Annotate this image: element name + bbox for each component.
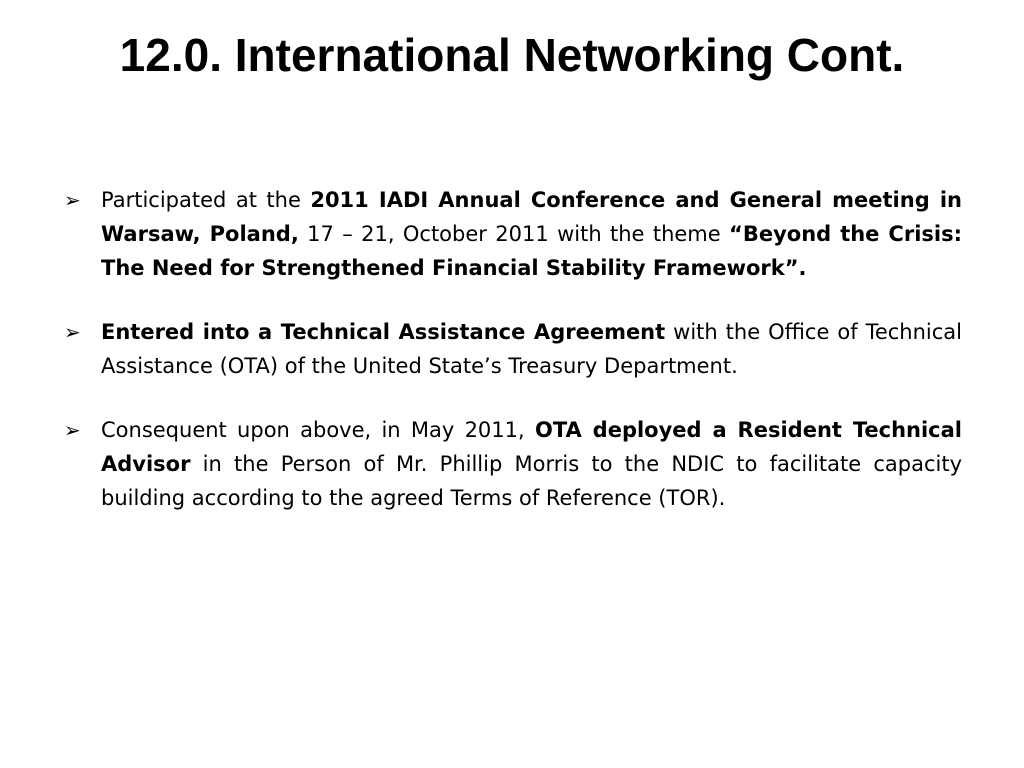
bullet-text (101, 320, 962, 378)
text-segment: Consequent upon above, in May 2011, (101, 418, 535, 442)
text-segment: with the Office of Technical Assistance (OTA) of the United State’s Treasury Department. (101, 320, 962, 378)
slide-title: 12.0. International Networking Cont. (119, 29, 905, 81)
text-segment: in the Person of Mr. Phillip Morris to the NDIC to facilitate capacity building according to the agreed Terms of Reference (TOR). (101, 452, 962, 510)
text-segment-bold: “Beyond the Crisis: The Need for Strengthened Financial Stability Framework”. (101, 222, 962, 280)
bullet-list (64, 183, 962, 545)
text-segment-bold: Entered into a Technical Assistance Agreement (101, 320, 666, 344)
text-segment-bold: 2011 IADI Annual Conference and General meeting in Warsaw, Poland, (101, 188, 962, 246)
text-segment: Participated at the (101, 188, 311, 212)
arrow-bullet-icon: ➢ (64, 320, 81, 344)
text-segment-bold: OTA deployed a Resident Technical Advisor (101, 418, 962, 476)
bullet-item-conference (64, 183, 962, 285)
arrow-bullet-icon: ➢ (64, 188, 81, 212)
text-segment: 17 – 21, October 2011 with the theme (298, 222, 730, 246)
bullet-item-advisor (64, 413, 962, 515)
arrow-bullet-icon: ➢ (64, 418, 81, 442)
bullet-item-agreement (64, 315, 962, 383)
bullet-text (101, 188, 962, 280)
bullet-text (101, 418, 962, 510)
